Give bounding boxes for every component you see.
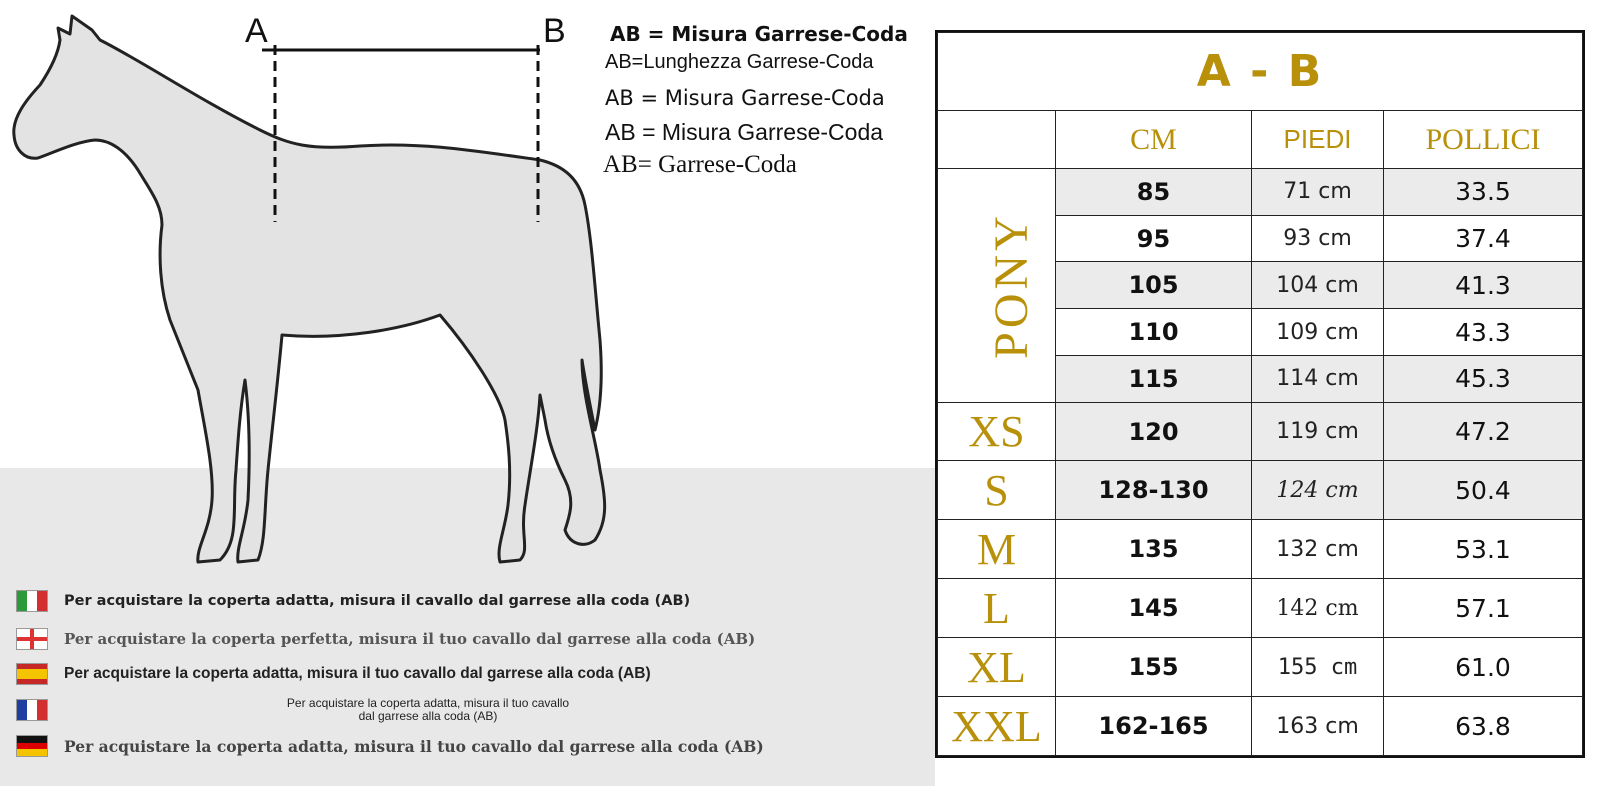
table-row	[938, 638, 1583, 697]
pollici-cell: 53.1	[1384, 520, 1583, 579]
category-xxl: XXL	[938, 697, 1056, 756]
pollici-cell: 33.5	[1384, 169, 1583, 216]
cm-cell: 95	[1056, 215, 1252, 262]
piedi-cell: 119 cm	[1252, 402, 1384, 461]
category-l: L	[938, 579, 1056, 638]
horse-outline	[14, 12, 605, 562]
piedi-cell: 71 cm	[1252, 169, 1384, 216]
table-row	[938, 402, 1583, 461]
category-xl: XL	[938, 638, 1056, 697]
piedi-cell: 109 cm	[1252, 309, 1384, 356]
instruction-german	[16, 735, 764, 757]
instruction-text: Per acquistare la coperta adatta, misura il tuo cavallo dal garrese alla coda (AB)	[64, 736, 764, 756]
category-m: M	[938, 520, 1056, 579]
pollici-cell: 37.4	[1384, 215, 1583, 262]
table-row	[938, 697, 1583, 756]
pollici-cell: 61.0	[1384, 638, 1583, 697]
header-piedi: PIEDI	[1252, 111, 1384, 169]
header-cm: CM	[1056, 111, 1252, 169]
pollici-cell: 41.3	[1384, 262, 1583, 309]
instruction-english	[16, 628, 755, 650]
italy-flag-icon	[16, 590, 48, 612]
size-table	[935, 30, 1585, 758]
piedi-cell: 124 cm	[1252, 461, 1384, 520]
pony-label: PONY	[984, 211, 1038, 359]
instruction-italian	[16, 590, 690, 612]
table-row	[938, 461, 1583, 520]
piedi-cell: 142 cm	[1252, 579, 1384, 638]
instruction-text: Per acquistare la coperta adatta, misura il tuo cavallo dal garrese alla coda (AB)	[64, 665, 651, 682]
cm-cell: 105	[1056, 262, 1252, 309]
france-flag-icon	[16, 699, 48, 721]
piedi-cell: 93 cm	[1252, 215, 1384, 262]
pollici-cell: 45.3	[1384, 355, 1583, 402]
uk-flag-icon	[16, 628, 48, 650]
ab-line-1: AB = Misura Garrese-Coda	[610, 22, 908, 46]
piedi-cell: 114 cm	[1252, 355, 1384, 402]
header-pollici: POLLICI	[1384, 111, 1583, 169]
cm-cell: 115	[1056, 355, 1252, 402]
pollici-cell: 50.4	[1384, 461, 1583, 520]
cm-cell: 128-130	[1056, 461, 1252, 520]
table-row	[938, 520, 1583, 579]
category-xs: XS	[938, 402, 1056, 461]
instruction-text: Per acquistare la coperta perfetta, misura il tuo cavallo dal garrese alla coda (AB)	[64, 630, 756, 648]
cm-cell: 85	[1056, 169, 1252, 216]
category-s: S	[938, 461, 1056, 520]
cm-cell: 162-165	[1056, 697, 1252, 756]
ab-line-5: AB= Garrese-Coda	[603, 151, 797, 178]
category-pony	[938, 169, 1056, 403]
instruction-spanish	[16, 663, 651, 685]
cm-cell: 120	[1056, 402, 1252, 461]
table-title: A - B	[938, 33, 1583, 111]
spain-flag-icon	[16, 663, 48, 685]
ab-line-4: AB = Misura Garrese-Coda	[605, 119, 884, 145]
piedi-cell: 132 cm	[1252, 520, 1384, 579]
pollici-cell: 63.8	[1384, 697, 1583, 756]
pollici-cell: 43.3	[1384, 309, 1583, 356]
cm-cell: 155	[1056, 638, 1252, 697]
table-row	[938, 169, 1583, 216]
piedi-cell: 104 cm	[1252, 262, 1384, 309]
instruction-text: Per acquistare la coperta adatta, misura il cavallo dal garrese alla coda (AB)	[64, 593, 691, 609]
header-empty	[938, 111, 1056, 169]
germany-flag-icon	[16, 735, 48, 757]
instruction-french	[16, 697, 578, 723]
piedi-cell: 163 cm	[1252, 697, 1384, 756]
piedi-cell: 155 cm	[1252, 638, 1384, 697]
instruction-text: Per acquistare la coperta adatta, misura il tuo cavallo dal garrese alla coda (AB)	[286, 696, 570, 724]
point-a-label: A	[245, 12, 268, 50]
point-b-label: B	[543, 12, 566, 50]
cm-cell: 110	[1056, 309, 1252, 356]
table-row	[938, 579, 1583, 638]
cm-cell: 145	[1056, 579, 1252, 638]
ab-line-2: AB=Lunghezza Garrese-Coda	[605, 51, 874, 73]
cm-cell: 135	[1056, 520, 1252, 579]
ab-line-3: AB = Misura Garrese-Coda	[605, 86, 885, 110]
pollici-cell: 57.1	[1384, 579, 1583, 638]
pollici-cell: 47.2	[1384, 402, 1583, 461]
